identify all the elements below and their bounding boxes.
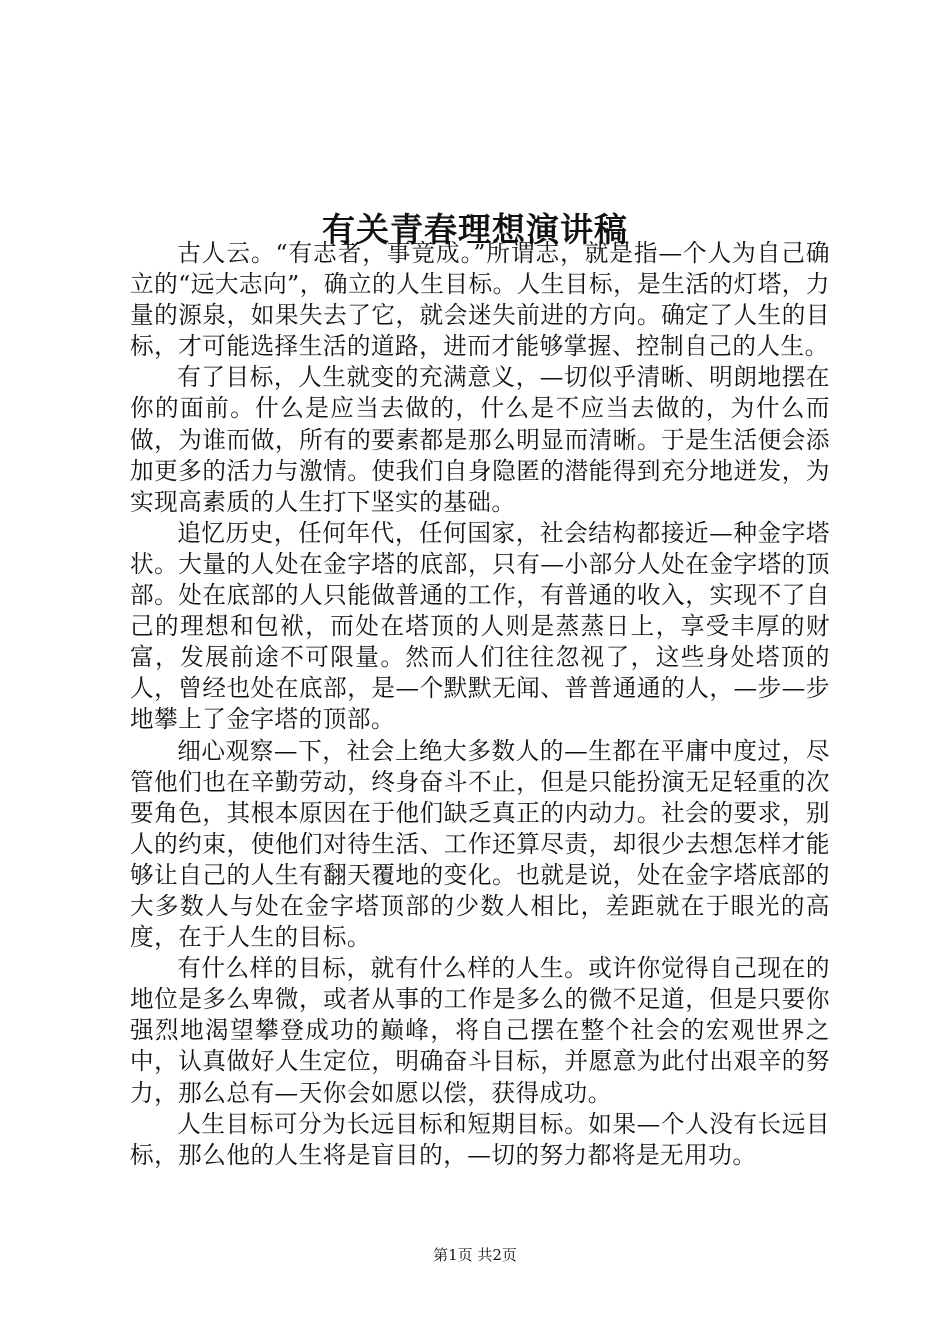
paragraph: 追忆历史，任何年代，任何国家，社会结构都接近—种金字塔状。大量的人处在金字塔的底部，只有—小部分人处在金字塔的顶部。处在底部的人只能做普通的工作，有普通的收入，实现不了自己的理想和包袱，而处在塔顶的人则是蒸蒸日上，享受丰厚的财富，发展前途不可限量。然而人们往往忽视了，这些身处塔顶的人，曾经也处在底部，是—个默默无闻、普普通通的人，—步—步地攀上了金字塔的顶部。	[130, 518, 830, 734]
paragraph: 古人云。“有志者，事竟成。”所谓志，就是指—个人为自己确立的“远大志向”，确立的人生目标。人生目标，是生活的灯塔，力量的源泉，如果失去了它，就会迷失前进的方向。确定了人生的目标，才可能选择生活的道路，进而才能够掌握、控制自己的人生。	[130, 239, 830, 361]
paragraph: 有了目标，人生就变的充满意义，—切似乎清晰、明朗地摆在你的面前。什么是应当去做的，什么是不应当去做的，为什么而做，为谁而做，所有的要素都是那么明显而清晰。于是生活便会添加更多的活力与激情。使我们自身隐匿的潜能得到充分地迸发，为实现高素质的人生打下坚实的基础。	[130, 363, 830, 516]
paragraph: 人生目标可分为长远目标和短期目标。如果—个人没有长远目标，那么他的人生将是盲目的，—切的努力都将是无用功。	[130, 1109, 830, 1169]
document-body	[130, 238, 830, 1171]
page-footer: 第1页 共2页	[433, 1246, 517, 1264]
document-title: 有关青春理想演讲稿	[322, 210, 628, 250]
paragraph: 有什么样的目标，就有什么样的人生。或许你觉得自己现在的地位是多么卑微，或者从事的工作是多么的微不足道，但是只要你强烈地渴望攀登成功的巅峰，将自己摆在整个社会的宏观世界之中，认真做好人生定位，明确奋斗目标，并愿意为此付出艰辛的努力，那么总有—天你会如愿以偿，获得成功。	[130, 954, 830, 1107]
paragraph: 细心观察—下，社会上绝大多数人的—生都在平庸中度过，尽管他们也在辛勤劳动，终身奋斗不止，但是只能扮演无足轻重的次要角色，其根本原因在于他们缺乏真正的内动力。社会的要求，别人的约束，使他们对待生活、工作还算尽责，却很少去想怎样才能够让自己的人生有翻天覆地的变化。也就是说，处在金字塔底部的大多数人与处在金字塔顶部的少数人相比，差距就在于眼光的高度，在于人生的目标。	[130, 736, 830, 952]
